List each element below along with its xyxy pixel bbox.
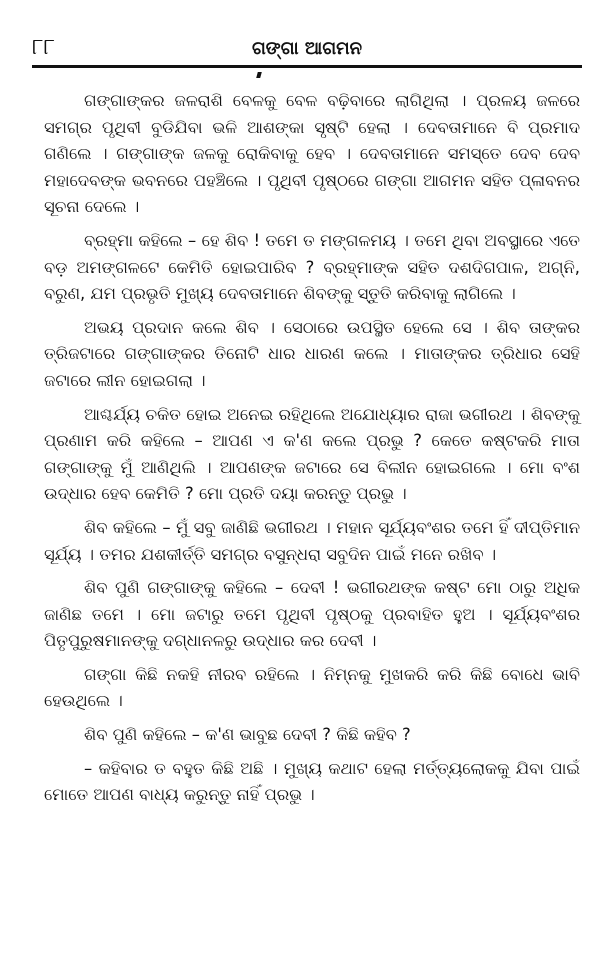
header-rule [32, 65, 582, 68]
paragraph: ଶିବ ପୁଣି ଗଙ୍ଗାଙ୍କୁ କହିଲେ – ଦେବୀ ! ଭଗୀରଥଙ୍କ କଷ୍ଟ ମୋ ଠାରୁ ଅଧିକ ଜାଣିଛ ତମେ । ମୋ ଜଟାରୁ ତମେ ପୃଥିବୀ ପୃଷ୍ଠକୁ ପ୍ରବାହିତ ହୁଅ । ସୂର୍ଯ୍ୟବଂଶର ପିତୃପୁରୁଷମାନଙ୍କୁ ଦଗ୍ଧାନଳରୁ ଉଦ୍ଧାର କର ଦେବୀ । [44, 578, 580, 651]
paragraph: ଗଙ୍ଗା କିଛି ନକହି ନୀରବ ରହିଲେ । ନିମ୍ନକୁ ମୁଖକରି କରି କିଛି ବୋଧେ ଭାବି ହେଉଥିଲେ । [44, 664, 580, 711]
ornament-mark [256, 72, 262, 78]
paragraph: ଗଙ୍ଗାଙ୍କର ଜଳରାଶି ବେଳକୁ ବେଳ ବଢ଼ିବାରେ ଲାଗିଥିଲା । ପ୍ରଳୟ ଜଳରେ ସମଗ୍ର ପୃଥିବୀ ବୁଡିଯିବା ଭଳି ଆଶଙ୍କା ସୃଷ୍ଟି ହେଲା । ଦେବତାମାନେ ବି ପ୍ରମାଦ ଗଣିଲେ । ଗଙ୍ଗାଙ୍କ ଜଳକୁ ରୋକିବାକୁ ହେବ । ଦେବତାମାନେ ସମସ୍ତେ ଦେବ ଦେବ ମହାଦେବଙ୍କ ଭବନରେ ପହଞ୍ଚିଲେ । ପୃଥିବୀ ପୃଷ୍ଠରେ ଗଙ୍ଗା ଆଗମନ ସହିତ ପ୍ଳାବନର ସୂଚନା ଦେଲେ । [44, 91, 580, 217]
paragraph: ଅଭୟ ପ୍ରଦାନ କଲେ ଶିବ । ସେଠାରେ ଉପସ୍ଥିତ ହେଲେ ସେ । ଶିବ ତାଙ୍କର ତ୍ରିଜଟାରେ ଗଙ୍ଗାଙ୍କର ତିନୋଟି ଧାର ଧାରଣ କଲେ । ମାତାଙ୍କର ତ୍ରିଧାର ସେହି ଜଟାରେ ଲୀନ ହୋଇଗଲା । [44, 317, 580, 390]
paragraph: – କହିବାର ତ ବହୁତ କିଛି ଅଛି । ମୁଖ୍ୟ କଥାଟ ହେଲା ମର୍ତ୍ତ୍ୟଲୋକକୁ ଯିବା ପାଇଁ ମୋତେ ଆପଣ ବାଧ୍ୟ କରୁନ୍ତୁ ନାହିଁ ପ୍ରଭୁ । [44, 758, 580, 805]
page-header [32, 26, 582, 68]
paragraph: ଆଶ୍ଚର୍ଯ୍ୟ ଚକିତ ହୋଇ ଅନେଇ ରହିଥିଲେ ଅଯୋଧ୍ୟାର ରାଜା ଭଗୀରଥ । ଶିବଙ୍କୁ ପ୍ରଣାମ କରି କହିଲେ – ଆପଣ ଏ କ'ଣ କଲେ ପ୍ରଭୁ ? କେତେ କଷ୍ଟକରି ମାତା ଗଙ୍ଗାଙ୍କୁ ମୁଁ ଆଣିଥିଲି । ଆପଣଙ୍କ ଜଟାରେ ସେ ବିଲୀନ ହୋଇଗଲେ । ମୋ ବଂଶ ଉଦ୍ଧାର ହେବ କେମିତି ? ମୋ ପ୍ରତି ଦୟା କରନ୍ତୁ ପ୍ରଭୁ । [44, 404, 580, 504]
page-number: ୮୮ [32, 35, 55, 60]
running-title: ଗଙ୍ଗା ଆଗମନ [251, 38, 363, 59]
paragraph: ଶିବ କହିଲେ – ମୁଁ ସବୁ ଜାଣିଛି ଭଗୀରଥ । ମହାନ ସୂର୍ଯ୍ୟବଂଶର ତମେ ହିଁ ଦୀପ୍ତିମାନ ସୂର୍ଯ୍ୟ । ତମର ଯଶକୀର୍ତ୍ତି ସମଗ୍ର ବସୁନ୍ଧରା ସବୁଦିନ ପାଇଁ ମନେ ରଖିବ । [44, 517, 580, 564]
paragraph: ବ୍ରହ୍ମା କହିଲେ – ହେ ଶିବ ! ତମେ ତ ମଙ୍ଗଳମୟ । ତମେ ଥିବା ଅବସ୍ଥାରେ ଏତେ ବଡ଼ ଅମଙ୍ଗଳଟେ କେମିତି ହୋଇପାରିବ ? ବ୍ରହ୍ମାଙ୍କ ସହିତ ଦଶଦିଗପାଳ, ଅଗ୍ନି, ବରୁଣ, ଯମ ପ୍ରଭୃତି ମୁଖ୍ୟ ଦେବତାମାନେ ଶିବଙ୍କୁ ସ୍ତୁତି କରିବାକୁ ଲାଗିଲେ । [44, 230, 580, 304]
body-text [44, 88, 580, 816]
paragraph: ଶିବ ପୁଣି କହିଲେ – କ'ଣ ଭାବୁଛ ଦେବୀ ? କିଛି କହିବ ? [84, 725, 411, 745]
